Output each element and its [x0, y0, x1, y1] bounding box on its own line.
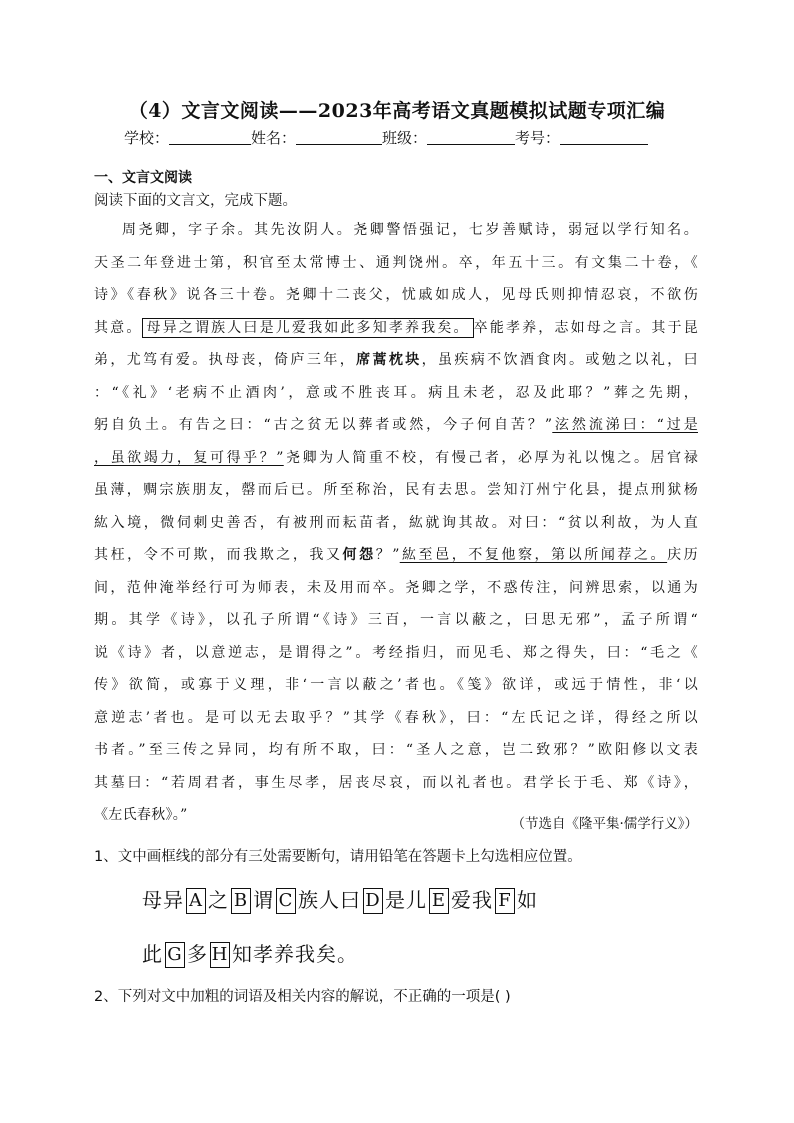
passage-text: 躬自负土。有告之曰：“古之贫无以葬者或然，今子何自苦？” — [94, 417, 553, 433]
school-field[interactable] — [169, 130, 251, 145]
puzzle-text: 是儿 — [385, 888, 427, 912]
number-label: 考号： — [515, 129, 561, 147]
passage-line: 书者。”至三传之异同，均有所不取，曰：“圣人之意，岂二致邪？”欧阳修以文表 — [94, 742, 698, 758]
puzzle-text: 谓 — [253, 888, 274, 912]
passage-text: 其意。 — [94, 319, 143, 336]
school-label: 学校： — [124, 129, 170, 147]
break-option-h-checkbox[interactable]: H — [210, 942, 230, 968]
question-1: 1、文中画框线的部分有三处需要断句，请用铅笔在答题卡上勾选相应位置。 — [94, 849, 582, 865]
break-option-a-checkbox[interactable]: A — [186, 888, 206, 914]
punctuation-puzzle-line-1 — [142, 884, 538, 914]
underlined-sentence: 紘至邑，不复他察，第以所闻荐之。 — [399, 547, 668, 563]
passage-line — [94, 442, 698, 475]
puzzle-text: 如 — [517, 888, 538, 912]
puzzle-text: 此 — [142, 942, 163, 966]
break-option-e-checkbox[interactable]: E — [429, 888, 449, 914]
break-option-f-checkbox[interactable]: F — [495, 888, 515, 914]
passage-line: 传》欲简，或寡于义理，非‘一言以蔽之’者也。《笺》欲详，或远于情性，非‘以 — [94, 677, 698, 693]
page-title: （4）文言文阅读——2023年高考语文真题模拟试题专项汇编 — [128, 100, 666, 122]
break-option-b-checkbox[interactable]: B — [231, 888, 251, 914]
passage-line: 紘入境，微伺刺史善否，有被刑而耘苗者，紘就询其故。对曰：“贫以利故，为人直 — [94, 514, 698, 531]
passage-line: 意逆志’者也。是可以无去取乎？”其学《春秋》，曰：“左氏记之详，得经之所以 — [94, 709, 698, 726]
passage-line: 天圣二年登进士第，积官至太常博士、通判饶州。卒，年五十三。有文集二十卷，《 — [94, 254, 698, 271]
name-label: 姓名： — [251, 129, 297, 147]
passage-line — [94, 539, 698, 572]
puzzle-text: 母异 — [142, 888, 184, 912]
passage-line — [94, 409, 698, 442]
punctuation-puzzle-line-2 — [142, 938, 358, 968]
passage-text: 其枉，令不可欺，而我欺之，我又 — [94, 547, 343, 563]
passage-text: 弟，尤笃有爱。执母丧，倚庐三年， — [94, 352, 357, 368]
puzzle-text: 爱我 — [451, 888, 493, 912]
passage-line: 周尧卿，字子余。其先汝阴人。尧卿警悟强记，七岁善赋诗，弱冠以学行知名。 — [122, 222, 698, 238]
passage-line: 期。其学《诗》，以孔子所谓“《诗》三百，一言以蔽之，曰思无邪”，孟子所谓“ — [94, 612, 698, 628]
underlined-sentence: 泫然流涕曰：“过是 — [552, 417, 698, 433]
break-option-d-checkbox[interactable]: D — [363, 888, 383, 914]
boxed-sentence: 母异之谓族人曰是儿爱我如此多知孝养我矣。 — [142, 318, 473, 338]
passage-text: ？” — [375, 547, 400, 563]
section-heading: 一、文言文阅读 — [94, 170, 192, 186]
passage-line: ：“《礼》‘老病不止酒肉’，意或不胜丧耳。病且未老，忍及此耶？”葬之先期， — [94, 384, 698, 401]
class-field[interactable] — [427, 130, 515, 145]
passage-text: 庆历 — [667, 547, 698, 563]
question-2: 2、下列对文中加粗的词语及相关内容的解说，不正确的一项是( ) — [94, 989, 511, 1005]
break-option-g-checkbox[interactable]: G — [165, 942, 185, 968]
passage-line: 说《诗》者，以意逆志，是谓得之”。考经指归，而见毛、郑之得失，曰：“毛之《 — [94, 644, 698, 661]
passage — [94, 214, 698, 832]
puzzle-text: 之 — [208, 888, 229, 912]
passage-line: 诗》《春秋》说各三十卷。尧卿十二丧父，忧戚如成人，见母氏则抑情忍哀，不欲伤 — [94, 287, 698, 303]
passage-text: ，虽疾病不饮酒食肉。或勉之以礼，曰 — [421, 352, 698, 368]
passage-line: 间，范仲淹举经行可为师表，未及用而卒。尧卿之学，不惑传注，问辨思索，以通为 — [94, 579, 698, 596]
bold-term: 席蒿枕块 — [356, 352, 422, 368]
instruction: 阅读下面的文言文，完成下题。 — [94, 193, 297, 209]
puzzle-text: 多 — [187, 942, 208, 966]
passage-line: 《左氏春秋》。” — [94, 807, 188, 823]
passage-text: 卒能孝养，志如母之言。其于昆 — [473, 319, 698, 336]
puzzle-text: 族人曰 — [298, 888, 361, 912]
puzzle-text: 知孝养我矣。 — [232, 942, 358, 966]
passage-line — [94, 344, 698, 377]
break-option-c-checkbox[interactable]: C — [276, 888, 296, 914]
underlined-sentence: ，虽欲竭力，复可得乎？” — [94, 449, 284, 466]
passage-line: 其墓曰：“若周君者，事生尽孝，居丧尽哀，而以礼者也。君学长于毛、郑《诗》， — [94, 774, 698, 791]
name-field[interactable] — [296, 130, 382, 145]
source-citation: （节选自《隆平集·儒学行义》） — [511, 816, 698, 832]
passage-line: 虽薄，赒宗族朋友，罄而后已。所至称治，民有去思。尝知汀州宁化县，提点刑狱杨 — [94, 482, 698, 498]
passage-line — [94, 312, 698, 345]
passage-text: 尧卿为人简重不校，有慢己者，必厚为礼以愧之。居官禄 — [283, 449, 698, 466]
bold-term: 何怨 — [342, 547, 376, 563]
number-field[interactable] — [560, 130, 648, 145]
class-label: 班级： — [382, 129, 428, 147]
student-info-row — [124, 127, 648, 148]
